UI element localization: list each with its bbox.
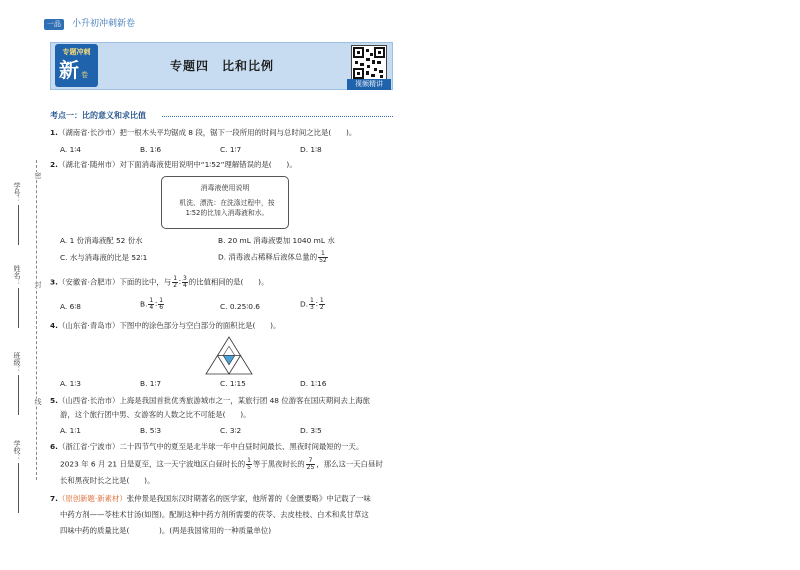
q7-source: （原创新题·新素材） [57,494,127,503]
q4-option-b[interactable]: B. 1∶7 [140,379,162,388]
q2-option-d[interactable] [218,251,329,264]
section-divider [162,116,393,117]
q6-line-1: 二十四节气中的夏至是北半球一年中白昼时间最长、黑夜时间最短的一天。 [119,442,364,451]
badge-top-text: 专题冲刺 [62,48,91,56]
q5-option-b[interactable]: B. 5∶3 [140,426,162,435]
series-title: 小升初冲刺新卷 [72,19,136,29]
q2-d-fraction [318,251,328,264]
question-6 [50,442,363,452]
q2-source: （湖北省·随州市） [57,160,120,169]
q1-number: 1. [50,128,58,137]
question-1 [50,128,356,138]
q3-option-d[interactable]: D. $\frac{1}{3}$ ∶ $\frac{1}{2}$ [300,297,324,311]
name-blank[interactable] [18,288,19,328]
notice-line-1: 机洗、漂洗：在洗涤过程中，按 [179,199,275,207]
q6-frac-a [246,458,252,471]
q2-option-d-text: D. 消毒液占稀释后液体总量的 [218,252,318,262]
q5-option-d[interactable]: D. 3∶5 [300,426,322,435]
q6-frac-a-den: 5 [247,464,251,471]
sprint-badge [55,44,98,87]
q3-option-b-text: B. [140,299,148,309]
question-2 [50,160,297,170]
q3-option-b[interactable]: B. $\frac{1}{4}$ ∶ $\frac{1}{6}$ [140,297,164,311]
school-label: 学校： [13,440,21,461]
question-7 [50,494,371,504]
q5-option-c[interactable]: C. 3∶2 [220,426,242,435]
q2-text: 对下面消毒液使用说明中“1∶52”理解错误的是( )。 [119,160,297,169]
question-5 [50,396,370,406]
q2-option-b[interactable]: B. 20 mL 消毒液要加 1040 mL 水 [218,236,335,245]
q2-number: 2. [50,160,58,169]
q6-line-2b: 等于黑夜时长的 [252,459,305,469]
shaded-triangle [223,356,235,365]
binding-line [36,160,37,480]
q3-b-frac-1 [148,298,154,311]
q2-d-denominator: 52 [319,257,327,264]
q1-option-a[interactable]: A. 1∶4 [60,145,81,154]
q3-source: （安徽省·合肥市） [57,277,120,287]
q3-frac-a-den: 2 [173,282,178,289]
q3-text-b: 的比值相同的是( )。 [188,277,269,287]
disinfectant-notice [161,176,289,229]
q5-line-2: 游，这个旅行团中男、女游客的人数之比不可能是( )。 [60,410,251,419]
q3-d-frac-1 [309,298,315,311]
q3-d-frac-2-den: 2 [319,304,324,311]
q3-frac-a [172,276,178,289]
triangle-figure [204,336,254,376]
q5-number: 5. [50,396,58,405]
q3-number: 3. [50,277,58,287]
q1-option-b[interactable]: B. 1∶6 [140,145,162,154]
q1-text: 把一根木头平均锯成 8 段，锯下一段所用的时间与总时间之比是( )。 [119,128,357,137]
q1-option-d[interactable]: D. 1∶8 [300,145,322,154]
q3-b-frac-1-num: 1 [149,297,154,304]
question-3: 3.（安徽省·合肥市）下面的比中，与 $\frac{1}{2}$ ∶ $\frac{3}{4}$ 的比值相同的是( )。 [50,275,269,289]
badge-sub-text: 卷 [81,71,88,79]
q2-d-numerator: 1 [318,251,328,258]
notice-title: 消毒液使用说明 [200,184,250,192]
q4-option-a[interactable]: A. 1∶3 [60,379,81,388]
q3-d-frac-1-den: 3 [310,304,314,311]
page-title: 专题四 比和比例 [170,59,275,73]
inner-line-1 [223,346,229,355]
q3-option-d-text: D. [300,299,309,309]
q3-text-a: 下面的比中，与 [119,277,172,287]
q3-b-frac-1-den: 4 [149,304,154,311]
qr-code-icon[interactable] [351,45,387,81]
q3-b-frac-2-num: 1 [159,297,164,304]
q5-option-a[interactable]: A. 1∶1 [60,426,81,435]
q6-source: （浙江省·宁波市） [57,442,120,451]
q3-frac-b [182,276,188,289]
q7-line-3: 四味中药的质量比是( )。(两是我国常用的一种质量单位) [60,526,272,535]
q3-frac-a-num: 1 [173,275,178,282]
class-blank[interactable] [18,375,19,415]
name-label: 姓名： [13,265,21,286]
q7-line-2: 中药方剂——苓桂术甘汤(如图)。配制这种中药方剂所需要的茯苓、去皮桂枝、白术和炙甘草这 [60,510,369,519]
q7-line-1: 张仲景是我国东汉时期著名的医学家，他所著的《金匮要略》中记载了一味 [126,494,371,503]
student-id-blank[interactable] [18,205,19,245]
q1-option-c[interactable]: C. 1∶7 [220,145,242,154]
q4-number: 4. [50,321,58,330]
q6-line-3: 长和黑夜时长之比是( )。 [60,476,155,485]
q7-number: 7. [50,494,58,503]
q4-option-d[interactable]: D. 1∶16 [300,379,327,388]
class-label: 班级： [13,352,21,373]
q3-d-frac-2 [319,298,325,311]
question-4 [50,321,280,331]
q5-line-1: 上海是我国首批优秀旅游城市之一，某旅行团 48 位游客在国庆期间去上海旅 [119,396,371,405]
q6-line-2c: ，那么这一天白昼时 [316,459,383,469]
q6-line-2 [60,458,383,471]
video-explain-label[interactable]: 视频精讲 [347,79,391,90]
q3-option-a[interactable]: A. 6∶8 [60,302,81,311]
q2-option-c[interactable]: C. 水与消毒液的比是 52∶1 [60,253,148,262]
q3-frac-b-den: 4 [182,282,187,289]
notice-line-2: 1∶52的比加入消毒液和水。 [185,209,269,217]
badge-main-text: 新 [59,58,79,82]
line-mark: 线 [34,398,42,405]
notice-body [172,198,282,218]
inner-line-2 [229,346,235,355]
q4-source: （山东省·青岛市） [57,321,120,330]
q6-frac-b-den: 25 [306,464,315,471]
q6-line-2a: 2023 年 6 月 21 日是夏至，这一天宁波地区白昼时长的 [60,459,246,469]
q2-option-a[interactable]: A. 1 份消毒液配 52 份水 [60,236,143,245]
q6-frac-a-num: 1 [247,457,251,464]
q4-option-c[interactable]: C. 1∶15 [220,379,246,388]
fold-mark: 封 [34,281,42,288]
q3-b-frac-2 [158,298,164,311]
q3-b-frac-2-den: 6 [159,304,164,311]
q6-frac-b [306,458,316,471]
student-id-label: 学号： [13,182,21,203]
q3-frac-b-num: 3 [182,275,187,282]
q3-option-c[interactable]: C. 0.25∶0.6 [220,302,260,311]
q3-d-frac-1-num: 1 [310,297,314,304]
seal-mark: 密 [34,172,42,179]
school-blank[interactable] [18,463,19,513]
q4-text: 下图中的涂色部分与空白部分的面积比是( )。 [119,321,281,330]
section-heading: 考点一：比的意义和求比值 [50,111,146,120]
series-tag: 一品 [44,19,64,30]
q5-source: （山西省·长治市） [57,396,120,405]
q3-d-frac-2-num: 1 [319,297,324,304]
q1-source: （湖南省·长沙市） [57,128,120,137]
q6-number: 6. [50,442,58,451]
q6-frac-b-num: 7 [306,458,316,465]
